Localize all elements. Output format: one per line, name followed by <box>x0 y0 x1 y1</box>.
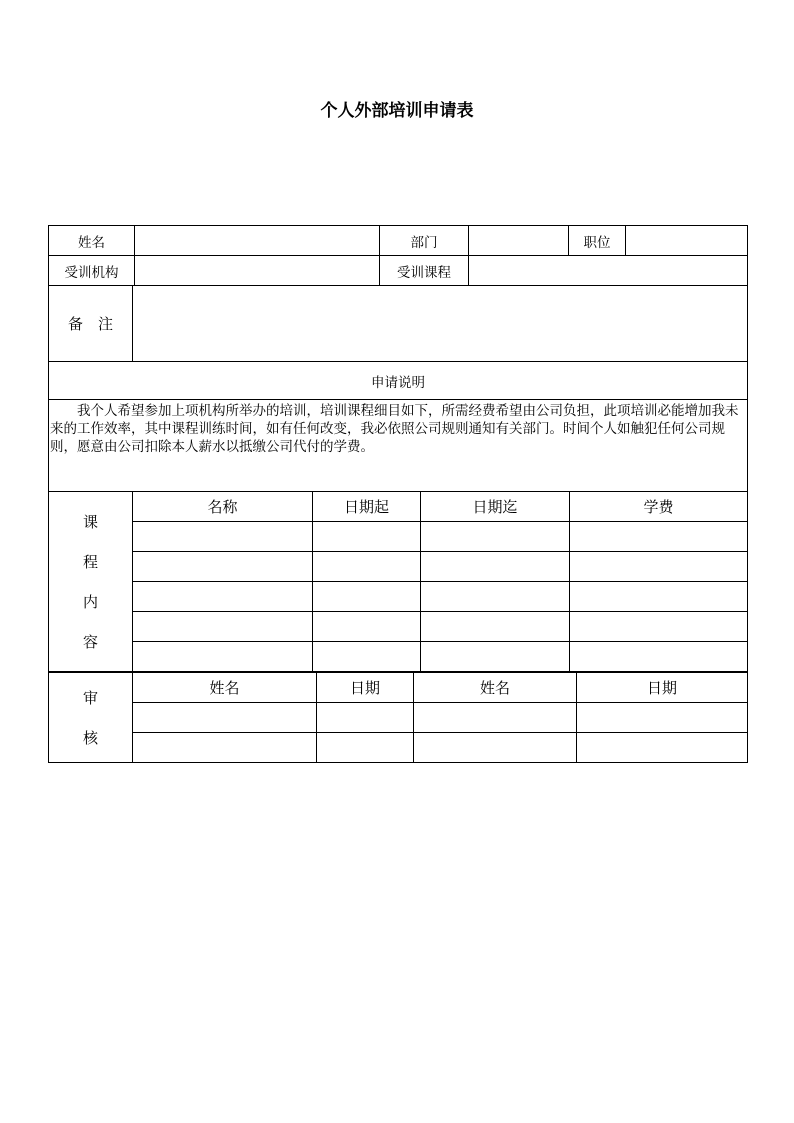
course-name-header: 名称 <box>133 492 313 522</box>
review-label-char: 核 <box>82 728 98 747</box>
course-label: 受训课程 <box>380 256 469 286</box>
course-fee-cell[interactable] <box>570 642 748 672</box>
course-label-char: 内 <box>82 592 98 611</box>
course-start-cell[interactable] <box>313 642 421 672</box>
reviewer-name-cell[interactable] <box>133 703 317 733</box>
review-table <box>48 672 748 763</box>
application-table <box>48 285 748 492</box>
review-date-cell[interactable] <box>577 733 748 763</box>
review-date-cell[interactable] <box>577 703 748 733</box>
reviewer-name-cell[interactable] <box>414 733 577 763</box>
application-statement: 我个人希望参加上项机构所举办的培训，培训课程细目如下，所需经费希望由公司负担，此项培训必能增加我未来的工作效率，其中课程训练时间，如有任何改变，我必依照公司规则通知有关部门。时间个人如触犯任何公司规则，愿意由公司扣除本人薪水以抵缴公司代付的学费。 <box>49 400 748 492</box>
course-content-label <box>49 492 133 672</box>
reviewer-name-cell[interactable] <box>414 703 577 733</box>
name-field[interactable] <box>135 226 380 256</box>
course-name-cell[interactable] <box>133 642 313 672</box>
course-field[interactable] <box>469 256 748 286</box>
course-end-date-header: 日期迄 <box>421 492 570 522</box>
course-name-cell[interactable] <box>133 612 313 642</box>
course-end-cell[interactable] <box>421 642 570 672</box>
course-start-cell[interactable] <box>313 522 421 552</box>
review-label-char: 审 <box>82 688 98 707</box>
reviewer-name-cell[interactable] <box>133 733 317 763</box>
review-date-cell[interactable] <box>317 703 414 733</box>
position-field[interactable] <box>626 226 748 256</box>
review-date-header: 日期 <box>317 673 414 703</box>
course-name-cell[interactable] <box>133 582 313 612</box>
application-heading: 申请说明 <box>49 362 748 400</box>
course-end-cell[interactable] <box>421 612 570 642</box>
remarks-field[interactable] <box>133 286 748 362</box>
review-label <box>49 673 133 763</box>
table-row <box>49 582 748 612</box>
course-start-date-header: 日期起 <box>313 492 421 522</box>
table-row <box>49 733 748 763</box>
table-row <box>49 703 748 733</box>
course-name-cell[interactable] <box>133 522 313 552</box>
table-row <box>49 552 748 582</box>
name-label: 姓名 <box>49 226 135 256</box>
course-fee-cell[interactable] <box>570 582 748 612</box>
course-fee-header: 学费 <box>570 492 748 522</box>
info-table <box>48 225 748 286</box>
course-fee-cell[interactable] <box>570 552 748 582</box>
course-fee-cell[interactable] <box>570 612 748 642</box>
institution-field[interactable] <box>135 256 380 286</box>
department-label: 部门 <box>380 226 469 256</box>
position-label: 职位 <box>569 226 626 256</box>
reviewer-name-header: 姓名 <box>133 673 317 703</box>
institution-label: 受训机构 <box>49 256 135 286</box>
course-end-cell[interactable] <box>421 582 570 612</box>
course-start-cell[interactable] <box>313 612 421 642</box>
table-row <box>49 642 748 672</box>
table-row <box>49 522 748 552</box>
course-content-table <box>48 491 748 672</box>
course-name-cell[interactable] <box>133 552 313 582</box>
course-fee-cell[interactable] <box>570 522 748 552</box>
review-date-cell[interactable] <box>317 733 414 763</box>
department-field[interactable] <box>469 226 569 256</box>
course-label-char: 容 <box>82 632 98 651</box>
course-end-cell[interactable] <box>421 552 570 582</box>
reviewer-name-header-2: 姓名 <box>414 673 577 703</box>
course-start-cell[interactable] <box>313 552 421 582</box>
course-label-char: 课 <box>82 512 98 531</box>
course-start-cell[interactable] <box>313 582 421 612</box>
remarks-label: 备 注 <box>49 286 133 362</box>
table-row <box>49 612 748 642</box>
course-end-cell[interactable] <box>421 522 570 552</box>
course-label-char: 程 <box>82 552 98 571</box>
review-date-header-2: 日期 <box>577 673 748 703</box>
page-title: 个人外部培训申请表 <box>320 101 474 121</box>
